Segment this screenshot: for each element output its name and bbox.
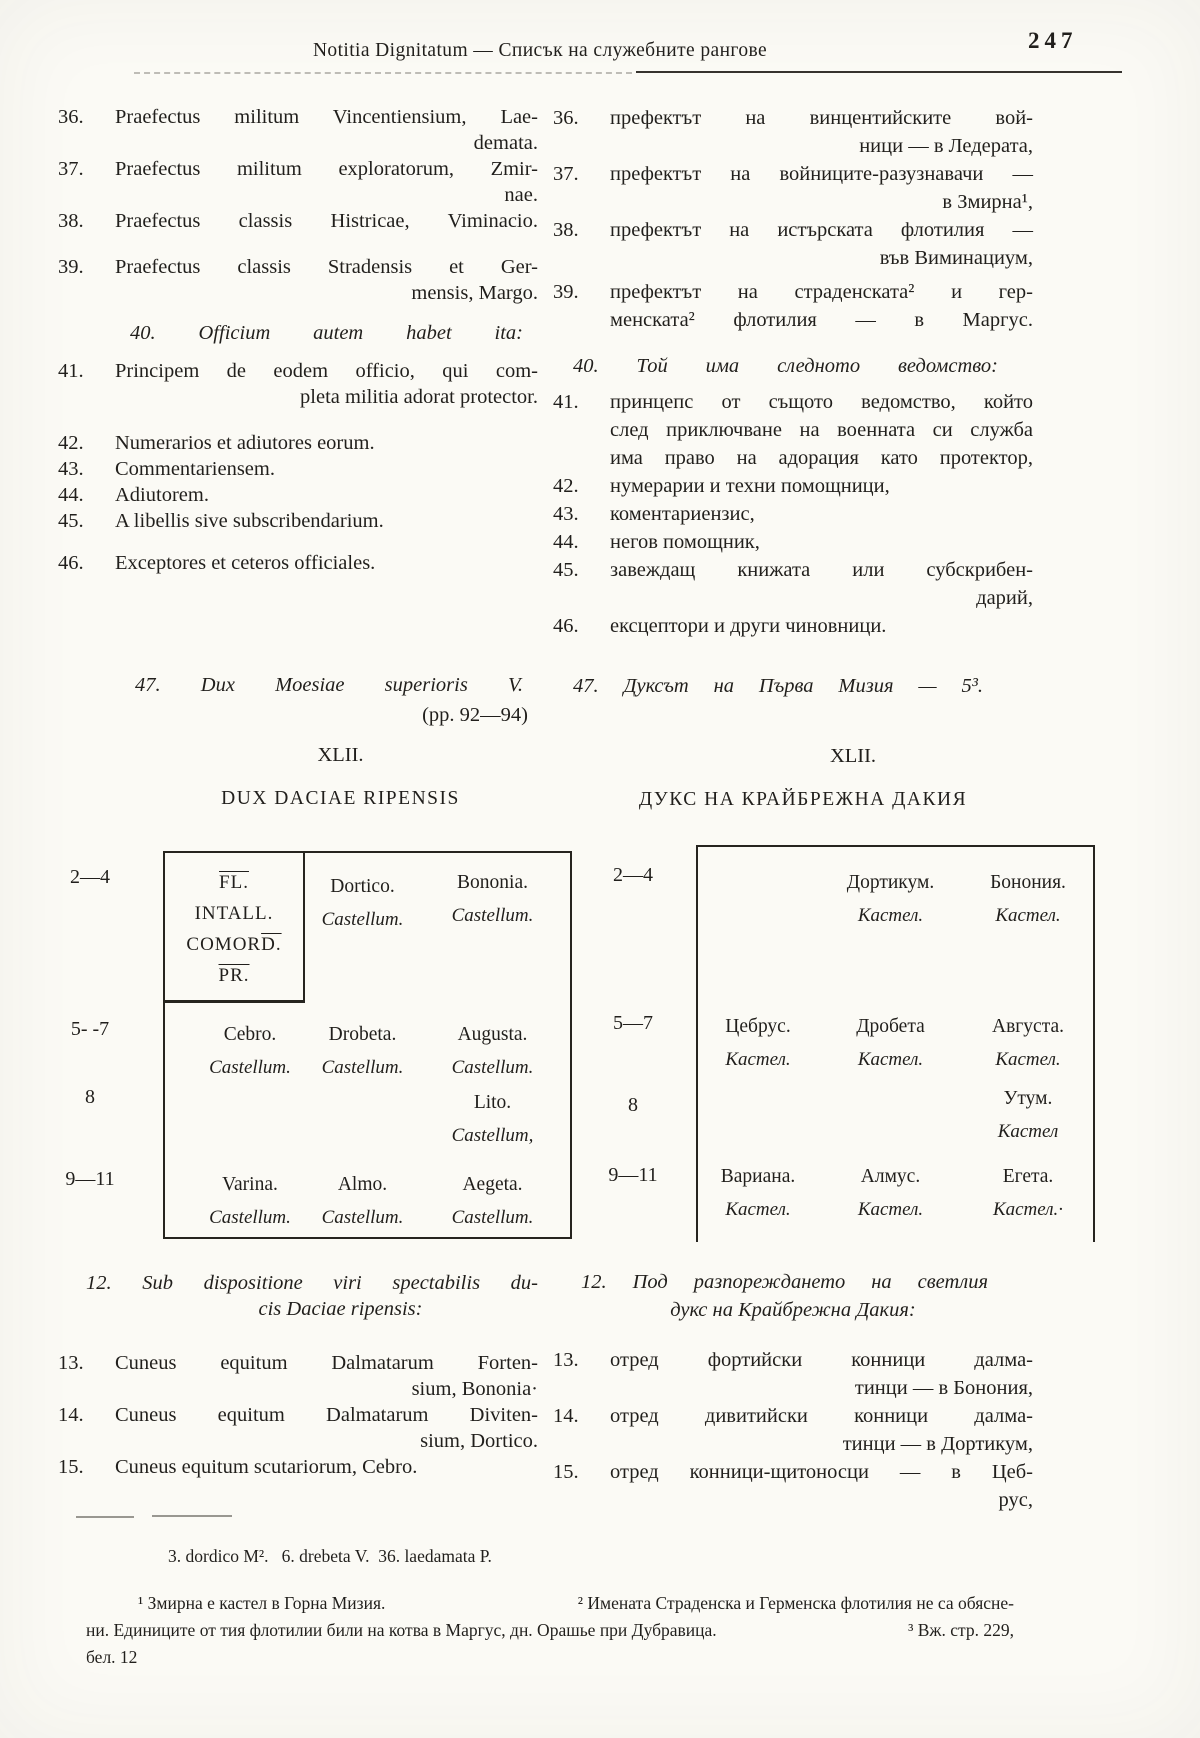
fort-name: Бонония. <box>990 872 1066 893</box>
fort-type: Кастел <box>997 1121 1059 1142</box>
fort-table-bulgarian <box>696 845 1095 1242</box>
list-item-39-lat <box>58 254 538 306</box>
bulgarian-column-bottom <box>553 1268 1033 1514</box>
fort-type: Castellum. <box>451 1057 534 1078</box>
item-number: 39. <box>553 281 579 303</box>
item-number: 39. <box>58 256 84 278</box>
list-item-43-cyr <box>553 500 1033 528</box>
fort-name: Drobeta. <box>328 1024 397 1045</box>
heading-dux-moesiae: 47. Dux Moesiae superioris V. <box>135 674 523 696</box>
fort-name: Almo. <box>337 1174 388 1195</box>
list-item-13-lat <box>58 1350 538 1402</box>
fort-name: Lito. <box>473 1092 512 1113</box>
item-number: 37. <box>553 163 579 185</box>
item-number: 43. <box>58 458 84 480</box>
item-number: 38. <box>553 219 579 241</box>
fort-type: Castellum. <box>321 1207 404 1228</box>
fort-type: Castellum. <box>451 1207 534 1228</box>
item-line: след приключване на военната си служба <box>610 419 1033 441</box>
item-line: demata. <box>473 132 538 154</box>
footnote-1: ¹ Змирна е кастел в Горна Мизия. <box>138 1593 386 1613</box>
item-line: Principem de eodem officio, qui com- <box>115 360 538 382</box>
fort-type: Кастел. <box>725 1199 791 1220</box>
item-line: има право на адорация като протектор, <box>610 447 1033 469</box>
item-line: Cuneus equitum Dalmatarum Forten- <box>115 1352 538 1374</box>
list-item-14-lat <box>58 1402 538 1454</box>
fort-cell <box>968 1015 1088 1072</box>
critical-apparatus-line: 3. dordico M². 6. drebeta V. 36. laedamata P. <box>168 1546 492 1566</box>
list-item-37-lat <box>58 156 538 208</box>
item-line: нумерарии и техни помощници, <box>610 475 890 497</box>
item-number: 46. <box>553 615 579 637</box>
fort-type: Castellum. <box>321 909 404 930</box>
item-line: Commentariensem. <box>115 458 275 480</box>
item-line: принцепс от същото ведомство, който <box>610 391 1033 413</box>
footnotes-block <box>86 1590 1014 1671</box>
item-line: Praefectus militum exploratorum, Zmir- <box>115 158 538 180</box>
footnote-line <box>86 1644 1014 1671</box>
fort-cell <box>703 1015 813 1072</box>
list-item-37-cyr <box>553 160 1033 216</box>
item-line: mensis, Margo. <box>411 282 538 304</box>
list-item-39-cyr <box>553 278 1033 334</box>
heading-pod-razporezhdaneto: 12. Под разпореждането на светлия <box>581 1271 988 1293</box>
list-item-46-lat <box>58 550 538 576</box>
page-number: 247 <box>1028 28 1078 53</box>
table-row-label: 5—7 <box>613 1012 653 1034</box>
list-item-38-cyr <box>553 216 1033 272</box>
footnote-separator <box>152 1515 232 1517</box>
fort-cell <box>968 871 1088 928</box>
item-number: 42. <box>553 475 579 497</box>
item-number: 41. <box>553 391 579 413</box>
list-item-41-cyr <box>553 388 1033 472</box>
footnote-3-cont: бел. 12 <box>86 1647 138 1667</box>
item-line: префектът на страденската² и гер- <box>610 281 1033 303</box>
fort-name: Aegeta. <box>462 1174 523 1195</box>
fort-cell <box>828 1015 953 1072</box>
list-item-45-lat <box>58 508 538 534</box>
list-item-45-cyr <box>553 556 1033 612</box>
footnote-separator <box>76 1516 134 1518</box>
item-line: nae. <box>504 184 538 206</box>
item-number: 41. <box>58 360 84 382</box>
header-rule-dashed <box>134 72 632 74</box>
item-line: в Змирна¹, <box>942 191 1033 213</box>
item-line: отред конници-щитоносци — в Цеб- <box>610 1461 1033 1483</box>
fort-cell <box>300 1023 425 1080</box>
heading-officium: 40. Officium autem habet ita: <box>130 322 523 344</box>
fort-type: Castellum. <box>451 905 534 926</box>
list-item-44-cyr <box>553 528 1033 556</box>
fort-type: Кастел. <box>995 1049 1061 1070</box>
item-line: във Виминациум, <box>879 247 1033 269</box>
fort-cell <box>425 1091 560 1148</box>
fort-type: Кастел. <box>857 1199 924 1220</box>
abbrev-line: PR. <box>218 965 250 986</box>
footnote-3-start: ³ Вж. стр. 229, <box>908 1620 1014 1640</box>
fort-name: Dortico. <box>330 876 395 897</box>
fort-type: Кастел.· <box>992 1199 1064 1220</box>
item-number: 44. <box>553 531 579 553</box>
table-row-label: 9—11 <box>65 1168 115 1190</box>
fort-type: Кастел. <box>725 1049 791 1070</box>
section-title-lat: DUX DACIAE RIPENSIS <box>221 788 460 809</box>
fort-cell <box>703 1165 813 1222</box>
item-line: тинци — в Бонония, <box>854 1377 1033 1399</box>
item-line: Praefectus classis Histricae, Viminacio. <box>115 210 538 232</box>
fort-type: Кастел. <box>995 905 1061 926</box>
item-line: Numerarios et adiutores eorum. <box>115 432 375 454</box>
fort-cell <box>425 871 560 928</box>
item-line: Adiutorem. <box>115 484 209 506</box>
fort-type: Castellum. <box>321 1057 404 1078</box>
item-number: 45. <box>58 510 84 532</box>
list-item-15-lat <box>58 1454 538 1480</box>
fort-name: Утум. <box>1003 1088 1053 1109</box>
heading-duks-miziya: 47. Дуксът на Първа Мизия — 5³. <box>573 675 983 697</box>
list-item-13-cyr <box>553 1346 1033 1402</box>
fort-type: Кастел. <box>857 905 924 926</box>
fort-cell <box>300 1173 425 1230</box>
item-line: Praefectus militum Vincentiensium, Lae- <box>115 106 538 128</box>
footnote-line <box>86 1590 1014 1617</box>
fort-cell <box>300 875 425 932</box>
item-number: 46. <box>58 552 84 574</box>
item-line: негов помощник, <box>610 531 760 553</box>
list-item-38-lat <box>58 208 538 234</box>
list-item-42-lat <box>58 430 538 456</box>
item-line: префектът на винцентийските вой- <box>610 107 1033 129</box>
list-item-15-cyr <box>553 1458 1033 1514</box>
abbrev-line: COMORD. <box>186 934 282 955</box>
item-line: коментариензис, <box>610 503 755 525</box>
item-number: 43. <box>553 503 579 525</box>
item-line: sium, Dortico. <box>420 1430 538 1452</box>
item-line: рус, <box>998 1489 1033 1511</box>
abbreviation-box <box>165 853 305 1003</box>
list-item-36-cyr <box>553 104 1033 160</box>
fort-name: Алмус. <box>860 1166 921 1187</box>
table-row-label: 5- -7 <box>70 1018 110 1040</box>
item-number: 45. <box>553 559 579 581</box>
item-line: префектът на истърската флотилия — <box>610 219 1033 241</box>
fort-name: Дортикум. <box>846 872 935 893</box>
item-number: 15. <box>553 1461 579 1483</box>
fort-name: Вариана. <box>720 1166 796 1187</box>
item-number: 14. <box>553 1405 579 1427</box>
fort-type: Castellum, <box>451 1125 534 1146</box>
latin-column <box>58 104 538 812</box>
fort-name: Дробета <box>856 1016 925 1037</box>
footnote-2-start: ² Имената Страденска и Герменска флотилия не са обясне- <box>577 1593 1014 1613</box>
fort-type: Castellum. <box>209 1207 291 1228</box>
latin-column-bottom <box>58 1270 538 1480</box>
fort-table-latin <box>163 851 572 1239</box>
list-item-46-cyr <box>553 612 1033 640</box>
fort-name: Cebro. <box>223 1024 277 1045</box>
table-row-label: 8 <box>628 1094 638 1116</box>
heading-sub-dispositione: 12. Sub dispositione viri spectabilis du- <box>86 1272 538 1294</box>
item-line: отред дивитийски конници далма- <box>610 1405 1033 1427</box>
item-line: отред фортийски конници далма- <box>610 1349 1033 1371</box>
item-number: 15. <box>58 1456 84 1478</box>
item-number: 13. <box>553 1349 579 1371</box>
item-line: ници — в Ледерата, <box>859 135 1033 157</box>
item-line: менската² флотилия — в Маргус. <box>610 309 1033 331</box>
bulgarian-column <box>553 104 1033 814</box>
footnote-line <box>86 1617 1014 1644</box>
fort-name: Bononia. <box>457 872 528 893</box>
fort-type: Castellum. <box>209 1057 291 1078</box>
header-rule <box>636 71 1122 73</box>
list-item-14-cyr <box>553 1402 1033 1458</box>
section-title-cyr: ДУКС НА КРАЙБРЕЖНА ДАКИЯ <box>638 789 968 810</box>
list-item-36-lat <box>58 104 538 156</box>
item-line: ексцептори и други чиновници. <box>610 615 887 637</box>
item-number: 13. <box>58 1352 84 1374</box>
item-line: дарий, <box>976 587 1033 609</box>
running-header-title: Notitia Dignitatum — Списък на служебните рангове <box>312 40 768 61</box>
heading-sub-dispositione-cont: cis Daciae ripensis: <box>258 1298 423 1320</box>
item-number: 14. <box>58 1404 84 1426</box>
heading-vedomstvo: 40. Той има следното ведомство: <box>573 355 998 377</box>
list-item-41-lat <box>58 358 538 410</box>
item-line: Cuneus equitum scutariorum, Cebro. <box>115 1456 418 1478</box>
item-line: pleta militia adorat protector. <box>300 386 538 408</box>
fort-cell <box>828 871 953 928</box>
table-row-label: 8 <box>85 1086 95 1108</box>
pages-reference: (pp. 92—94) <box>422 704 528 726</box>
fort-name: Varina. <box>222 1174 278 1195</box>
table-row-label: 2—4 <box>70 866 110 888</box>
list-item-44-lat <box>58 482 538 508</box>
item-number: 42. <box>58 432 84 454</box>
abbrev-line: FL. <box>219 872 249 893</box>
item-number: 37. <box>58 158 84 180</box>
item-line: тинци — в Дортикум, <box>842 1433 1033 1455</box>
footnote-2-cont: ни. Единиците от тия флотилии били на котва в Маргус, дн. Орашье при Дубравица. <box>86 1620 717 1640</box>
fort-cell <box>425 1023 560 1080</box>
fort-name: Цебрус. <box>725 1016 791 1037</box>
table-row-label: 2—4 <box>613 864 653 886</box>
fort-cell <box>968 1087 1088 1144</box>
item-line: префектът на войниците-разузнавачи — <box>610 163 1033 185</box>
item-number: 38. <box>58 210 84 232</box>
fort-name: Егета. <box>1002 1166 1054 1187</box>
item-line: Praefectus classis Stradensis et Ger- <box>115 256 538 278</box>
abbrev-line: INTALL. <box>194 903 274 924</box>
item-line: завеждащ книжата или субскрибен- <box>610 559 1033 581</box>
item-number: 36. <box>553 107 579 129</box>
fort-cell <box>425 1173 560 1230</box>
item-line: sium, Bononia· <box>411 1378 538 1400</box>
fort-type: Кастел. <box>857 1049 924 1070</box>
fort-cell <box>968 1165 1088 1222</box>
fort-cell <box>828 1165 953 1222</box>
chapter-number-lat: XLII. <box>317 744 364 766</box>
item-line: A libellis sive subscribendarium. <box>115 510 384 532</box>
list-item-42-cyr <box>553 472 1033 500</box>
fort-name: Augusta. <box>457 1024 528 1045</box>
table-row-label: 9—11 <box>608 1164 658 1186</box>
item-line: Exceptores et ceteros officiales. <box>115 552 376 574</box>
fort-name: Августа. <box>992 1016 1064 1037</box>
item-number: 36. <box>58 106 84 128</box>
list-item-43-lat <box>58 456 538 482</box>
heading-pod-razporezhdaneto-cont: дукс на Крайбрежна Дакия: <box>670 1299 916 1321</box>
item-line: Cuneus equitum Dalmatarum Diviten- <box>115 1404 538 1426</box>
item-number: 44. <box>58 484 84 506</box>
chapter-number-cyr: XLII. <box>829 745 877 767</box>
